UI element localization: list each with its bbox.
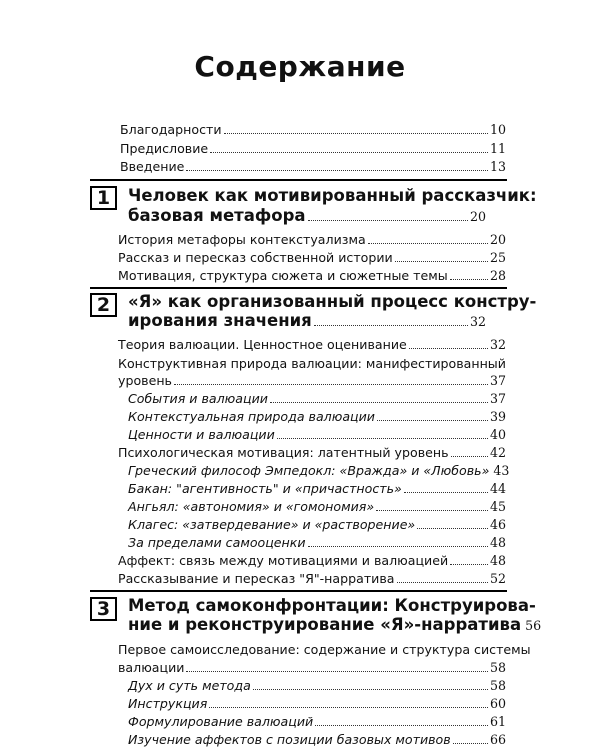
toc-entry-label: Теория валюации. Ценностное оценивание (118, 337, 407, 352)
dot-leader (270, 391, 488, 403)
toc-entry[interactable] (118, 231, 506, 248)
toc-subentry[interactable] (128, 390, 506, 407)
dot-leader (417, 517, 488, 529)
toc-entry[interactable] (118, 659, 506, 676)
chapter-title-row[interactable] (128, 615, 542, 635)
toc-entry-label: Рассказывание и пересказ "Я"-нарратива (118, 571, 395, 586)
toc-entry-label: События и валюации (128, 391, 268, 406)
toc-entry-label: Контекстуальная природа валюации (128, 409, 375, 424)
dot-leader (224, 122, 488, 134)
toc-page-number: 52 (489, 571, 506, 586)
toc-page-number: 32 (469, 314, 486, 329)
dot-leader (174, 373, 488, 385)
toc-entry-acknowledgements[interactable] (120, 121, 506, 138)
toc-entry-preface[interactable] (120, 140, 506, 157)
toc-page-number: 25 (489, 250, 506, 265)
toc-page-number: 43 (493, 463, 510, 478)
toc-page-number: 58 (489, 678, 506, 693)
toc-entry-label: Предисловие (120, 141, 209, 156)
dot-leader (186, 159, 488, 171)
toc-page-number: 40 (489, 427, 506, 442)
toc-entry[interactable] (118, 570, 506, 587)
toc-entry[interactable] (118, 336, 506, 353)
toc-page-number: 45 (489, 499, 506, 514)
toc-subentry[interactable] (128, 713, 506, 730)
toc-entry-label: За пределами самооценки (128, 535, 306, 550)
toc-subentry[interactable] (128, 480, 506, 497)
chapter-divider (90, 179, 507, 181)
toc-page-number: 37 (489, 373, 506, 388)
toc-entry-label: Изучение аффектов с позиции базовых мотивов (128, 732, 451, 747)
dot-leader (186, 660, 488, 672)
toc-entry-label: Дух и суть метода (128, 678, 251, 693)
chapter-title[interactable]: Человек как мотивированный рассказчик: (128, 186, 537, 205)
toc-entry-label: Греческий философ Эмпедокл: «Вражда» и «Любовь» (128, 463, 490, 478)
toc-page-number: 32 (489, 337, 506, 352)
toc-subentry[interactable] (128, 677, 506, 694)
toc-subentry[interactable] (128, 695, 506, 712)
chapter-number-box: 3 (90, 597, 117, 621)
chapter-number-box: 2 (90, 293, 117, 317)
toc-page-number: 11 (489, 141, 506, 156)
toc-entry-label: Психологическая мотивация: латентный уровень (118, 445, 449, 460)
toc-page-number: 44 (489, 481, 506, 496)
toc-page-number: 37 (489, 391, 506, 406)
toc-entry-label: Благодарности (120, 122, 222, 137)
chapter-title[interactable]: Метод самоконфронтации: Конструирова- (128, 596, 536, 615)
toc-entry-label-line1[interactable]: Конструктивная природа валюации: манифестированный (118, 356, 506, 371)
toc-page-number: 20 (469, 209, 486, 224)
toc-entry-label: Ангьял: «автономия» и «гомономия» (128, 499, 375, 514)
dot-leader (404, 481, 488, 493)
toc-subentry[interactable] (128, 498, 506, 515)
toc-page-number: 42 (489, 445, 506, 460)
toc-entry-label: Аффект: связь между мотивациями и валюацией (118, 553, 449, 568)
toc-entry[interactable] (118, 444, 506, 461)
toc-entry-label: Мотивация, структура сюжета и сюжетные темы (118, 268, 448, 283)
toc-entry-label: Инструкция (128, 696, 208, 711)
toc-entry-label: Рассказ и пересказ собственной истории (118, 250, 393, 265)
toc-entry-label: Формулирование валюаций (128, 714, 314, 729)
chapter-title-cont: ние и реконструирование «Я»-нарратива (128, 615, 522, 634)
toc-subentry[interactable] (128, 426, 506, 443)
toc-entry-label: Введение (120, 159, 185, 174)
toc-entry-label: Клагес: «затвердевание» и «растворение» (128, 517, 416, 532)
toc-page-number: 58 (489, 660, 506, 675)
chapter-title[interactable]: «Я» как организованный процесс констру- (128, 292, 537, 311)
dot-leader (395, 250, 488, 262)
toc-entry-label: Ценности и валюации (128, 427, 275, 442)
toc-page-number: 61 (489, 714, 506, 729)
toc-entry[interactable] (118, 372, 506, 389)
toc-entry-label-line2: уровень (118, 373, 172, 388)
toc-subentry[interactable] (128, 516, 506, 533)
dot-leader (453, 732, 488, 744)
toc-entry-label: Бакан: "агентивность" и «причастность» (128, 481, 402, 496)
dot-leader (277, 427, 488, 439)
dot-leader (397, 571, 488, 583)
toc-page-number: 10 (489, 122, 506, 137)
dot-leader (450, 268, 488, 280)
dot-leader (376, 499, 488, 511)
chapter-title-cont: базовая метафора (128, 206, 306, 225)
toc-page-number: 13 (489, 159, 506, 174)
chapter-title-cont: ирования значения (128, 311, 312, 330)
toc-entry[interactable] (118, 267, 506, 284)
toc-entry-label: История метафоры контекстуализма (118, 232, 366, 247)
chapter-divider (90, 287, 507, 289)
dot-leader (210, 141, 488, 153)
dot-leader (315, 714, 488, 726)
dot-leader (409, 337, 488, 349)
toc-subentry[interactable] (128, 408, 506, 425)
toc-page-number: 20 (489, 232, 506, 247)
toc-subentry[interactable] (128, 534, 506, 551)
toc-entry[interactable] (118, 249, 506, 266)
toc-page-number: 60 (489, 696, 506, 711)
chapter-title-row[interactable] (128, 206, 486, 226)
dot-leader (450, 553, 488, 565)
toc-page-number: 66 (489, 732, 506, 747)
toc-page-number: 48 (489, 553, 506, 568)
chapter-number-box: 1 (90, 186, 117, 210)
dot-leader (308, 535, 488, 547)
toc-subentry[interactable] (128, 731, 506, 748)
chapter-divider (90, 590, 507, 592)
dot-leader (451, 445, 488, 457)
dot-leader (368, 232, 488, 244)
toc-page-number: 56 (525, 618, 542, 633)
dot-leader (253, 678, 488, 690)
toc-page-number: 39 (489, 409, 506, 424)
toc-subentry[interactable] (128, 462, 510, 479)
toc-page-number: 28 (489, 268, 506, 283)
dot-leader (308, 207, 468, 221)
dot-leader (209, 696, 488, 708)
toc-page-number: 46 (489, 517, 506, 532)
toc-page-number: 48 (489, 535, 506, 550)
dot-leader (314, 312, 468, 326)
dot-leader (377, 409, 488, 421)
toc-entry-introduction[interactable] (120, 158, 506, 175)
toc-entry-label-line2: валюации (118, 660, 185, 675)
chapter-title-row[interactable] (128, 311, 486, 331)
toc-entry[interactable] (118, 552, 506, 569)
page-title: Содержание (194, 50, 406, 83)
toc-entry-label-line1[interactable]: Первое самоисследование: содержание и структура системы (118, 642, 531, 657)
